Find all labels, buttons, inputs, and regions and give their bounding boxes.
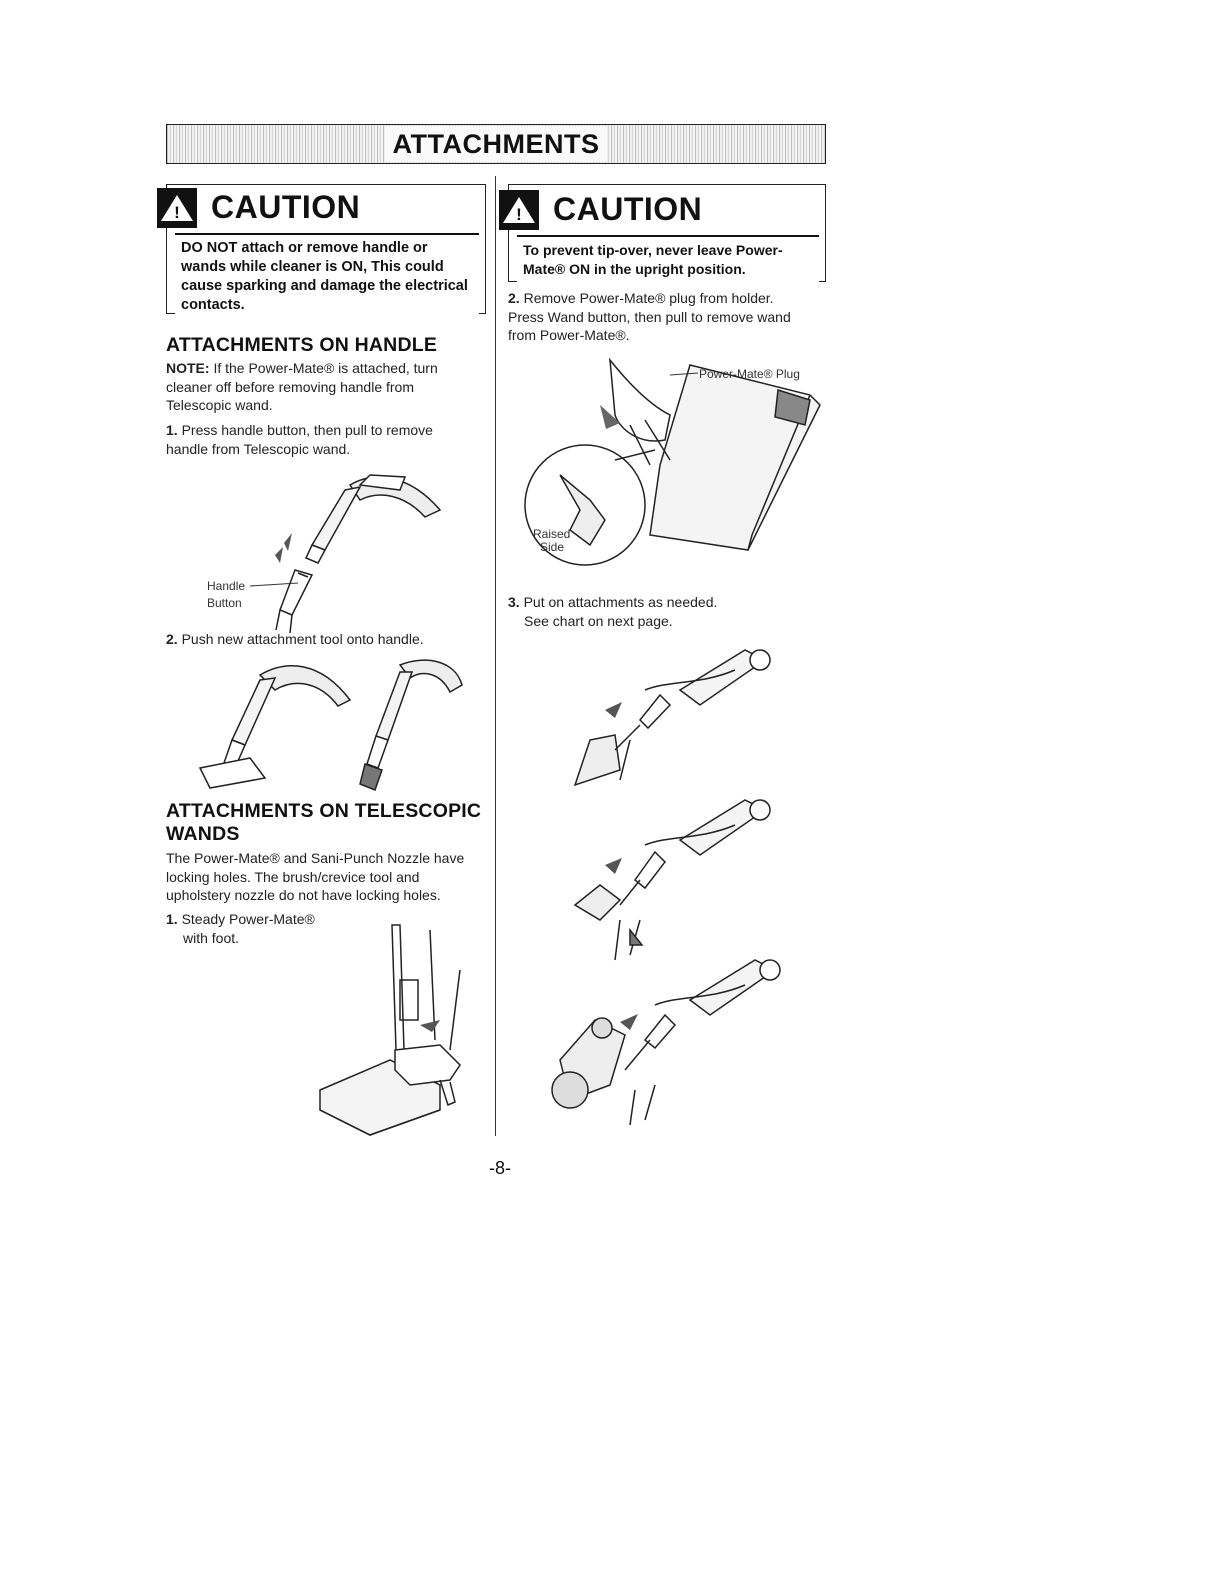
caution-header xyxy=(167,185,360,229)
caution-text: DO NOT attach or remove handle or wands while cleaner is ON, This could cause sparking and damage the electrical contacts. xyxy=(175,233,479,319)
label-power-mate-plug: Power-Mate® Plug xyxy=(699,367,800,381)
step-text: Push new attachment tool onto handle. xyxy=(181,631,424,647)
steady-power-mate-illustration xyxy=(300,920,495,1145)
warning-triangle-icon xyxy=(499,190,539,230)
step-number: 2. xyxy=(166,631,178,647)
section-heading-handle: ATTACHMENTS ON HANDLE xyxy=(166,334,438,356)
heading-line-2: WANDS xyxy=(166,823,240,845)
step-number: 2. xyxy=(508,290,520,306)
step-text-line-1: Steady Power-Mate® xyxy=(181,911,315,927)
step-2-handle xyxy=(166,630,466,649)
section-banner xyxy=(166,124,826,164)
caution-title: CAUTION xyxy=(211,188,361,225)
right-caution-box xyxy=(508,184,826,282)
heading-line-1: ATTACHMENTS ON TELESCOPIC xyxy=(166,800,482,822)
page-title: ATTACHMENTS xyxy=(385,126,608,162)
step-1-handle xyxy=(166,421,466,458)
locking-holes-paragraph: The Power-Mate® and Sani-Punch Nozzle have locking holes. The brush/crevice tool and upholstery nozzle do not have locking holes. xyxy=(166,850,465,903)
step-3-put-on-attachments xyxy=(508,593,808,630)
caution-header xyxy=(509,187,702,231)
column-divider xyxy=(495,176,496,1136)
caution-text: To prevent tip-over, never leave Power-Mate® ON in the upright position. xyxy=(517,235,819,283)
power-mate-plug-illustration xyxy=(520,345,830,585)
left-caution-box xyxy=(166,184,486,314)
step-text-line-2: See chart on next page. xyxy=(524,612,673,629)
attachment-tools-illustration xyxy=(190,650,480,800)
section-heading-telescopic xyxy=(166,800,481,846)
step-text-line-2: with foot. xyxy=(183,929,240,946)
step-text-line-1: Put on attachments as needed. xyxy=(523,594,718,610)
svg-text:!: ! xyxy=(516,205,522,224)
note-label: NOTE: xyxy=(166,360,210,376)
label-side: Side xyxy=(540,540,565,554)
step-number: 3. xyxy=(508,594,520,610)
page-number: -8- xyxy=(489,1158,511,1178)
label-button: Button xyxy=(207,596,242,610)
step-number: 1. xyxy=(166,422,178,438)
attachment-1-illustration xyxy=(560,630,800,790)
step-text: Press handle button, then pull to remove handle from Telescopic wand. xyxy=(166,422,433,457)
label-raised: Raised xyxy=(533,527,571,541)
step-text: Remove Power-Mate® plug from holder. Press Wand button, then pull to remove wand from Power-Mate®. xyxy=(508,290,791,343)
step-number: 1. xyxy=(166,911,178,927)
note-paragraph xyxy=(166,359,456,415)
label-handle: Handle xyxy=(207,579,246,593)
caution-title: CAUTION xyxy=(553,190,703,227)
attachment-2-illustration xyxy=(560,780,800,965)
svg-text:!: ! xyxy=(174,203,180,222)
attachment-3-illustration xyxy=(530,940,810,1135)
note-text: If the Power-Mate® is attached, turn cleaner off before removing handle from Telescopic wand. xyxy=(166,360,438,413)
warning-triangle-icon xyxy=(157,188,197,228)
step-2-remove-wand xyxy=(508,289,808,345)
